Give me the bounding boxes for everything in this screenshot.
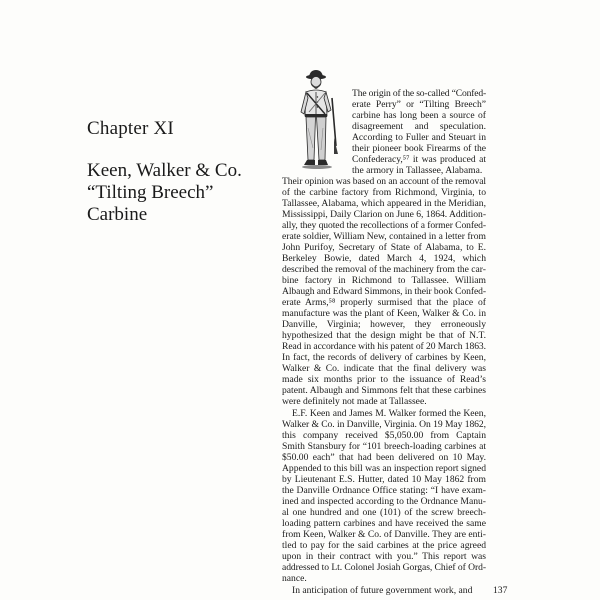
text-line: Confederacy,⁵⁷ it was produced at: [352, 154, 486, 165]
text-line: erate Arms,⁵⁸ properly surmised that the place of: [282, 297, 486, 308]
text-line: E.F. Keen and James M. Walker formed the Keen,: [292, 408, 486, 419]
text-line: erate soldier, William New, contained in a letter from: [282, 231, 486, 242]
page-number: 137: [493, 585, 508, 596]
chapter-title: [87, 160, 267, 226]
text-line: According to Fuller and Steuart in: [352, 132, 486, 143]
text-line: In anticipation of future government work, and: [292, 585, 473, 596]
chapter-title-line: “Tilting Breech”: [87, 182, 214, 203]
text-line: Their opinion was based on an account of the removal: [282, 176, 486, 187]
text-line: erate Perry” or “Tilting Breech”: [352, 99, 486, 110]
text-line: In fact, the records of delivery of carbines by Keen,: [282, 352, 486, 363]
text-line: nance.: [282, 573, 307, 584]
text-line: ally, they quoted the recollections of a former Confed-: [282, 220, 486, 231]
text-line: Read in accordance with his patent of 20 March 1863.: [282, 341, 486, 352]
text-line: of the carbine factory from Richmond, Virginia, to: [282, 187, 486, 198]
chapter-title-line: Keen, Walker & Co.: [87, 160, 242, 181]
text-line: upon in their contract with you.” This report was: [282, 551, 486, 562]
text-line: Berkeley Bowie, dated March 4, 1924, which: [282, 253, 486, 264]
text-line: ined and inspected according to the Ordnance Manu-: [282, 496, 486, 507]
text-line: manufacture was the plant of Keen, Walker & Co. in: [282, 308, 486, 319]
text-line: patent. Albaugh and Simmons felt that these carbines: [282, 385, 486, 396]
text-line: the Danville Ordnance Office stating: “I have exam-: [282, 485, 486, 496]
text-line: Danville, Virginia; however, they erroneously: [282, 319, 486, 330]
text-line: carbine has long been a source of: [352, 110, 486, 121]
chapter-title-line: Carbine: [87, 204, 148, 225]
text-line: this company received $5,050.00 from Captain: [282, 430, 486, 441]
text-line: addressed to Lt. Colonel Josiah Gorgas, Chief of Ord-: [282, 562, 486, 573]
text-line: tled to pay for the said carbines at the price agreed: [282, 540, 486, 551]
text-line: bine factory in Richmond to Tallassee. William: [282, 275, 486, 286]
text-line: Mississippi, Daily Clarion on June 6, 1864. Addition-: [282, 209, 486, 220]
text-line: loading pattern carbines and have received the same: [282, 518, 486, 529]
text-line: described the removal of the machinery from the car-: [282, 264, 486, 275]
text-line: by Lieutenant E.S. Hutter, dated 10 May 1862 from: [282, 474, 486, 485]
text-line: their pioneer book Firearms of the: [352, 143, 486, 154]
text-line: Walker & Co. indicate that the final delivery was: [282, 363, 486, 374]
text-line: John Purifoy, Secretary of State of Alabama, to E.: [282, 242, 486, 253]
text-line: hypothesized that the design might be that of N.T.: [282, 330, 486, 341]
text-line: Albaugh and Edward Simmons, in their book Confed-: [282, 286, 486, 297]
text-line: $50.00 each” that had been delivered on 10 May.: [282, 452, 486, 463]
text-line: The origin of the so-called “Confed-: [352, 88, 486, 99]
text-line: from Keen, Walker & Co. of Danville. They are enti-: [282, 529, 486, 540]
text-line: the armory in Tallassee, Alabama.: [352, 165, 483, 176]
text-line: Smith Stansbury for “101 breech-loading carbines at: [282, 441, 486, 452]
text-line: made six months prior to the issuance of Read’s: [282, 374, 486, 385]
chapter-number: Chapter XI: [87, 118, 174, 139]
text-line: al one hundred and one (101) of the screw breech-: [282, 507, 486, 518]
text-line: disagreement and speculation.: [352, 121, 486, 132]
text-line: Walker & Co. in Danville, Virginia. On 19 May 1862,: [282, 419, 486, 430]
text-line: were definitely not made at Tallassee.: [282, 396, 427, 407]
text-line: Tallassee, Alabama, which appeared in the Meridian,: [282, 198, 486, 209]
text-line: Appended to this bill was an inspection report signed: [282, 463, 486, 474]
confederate-soldier-figure-icon: [296, 68, 344, 170]
